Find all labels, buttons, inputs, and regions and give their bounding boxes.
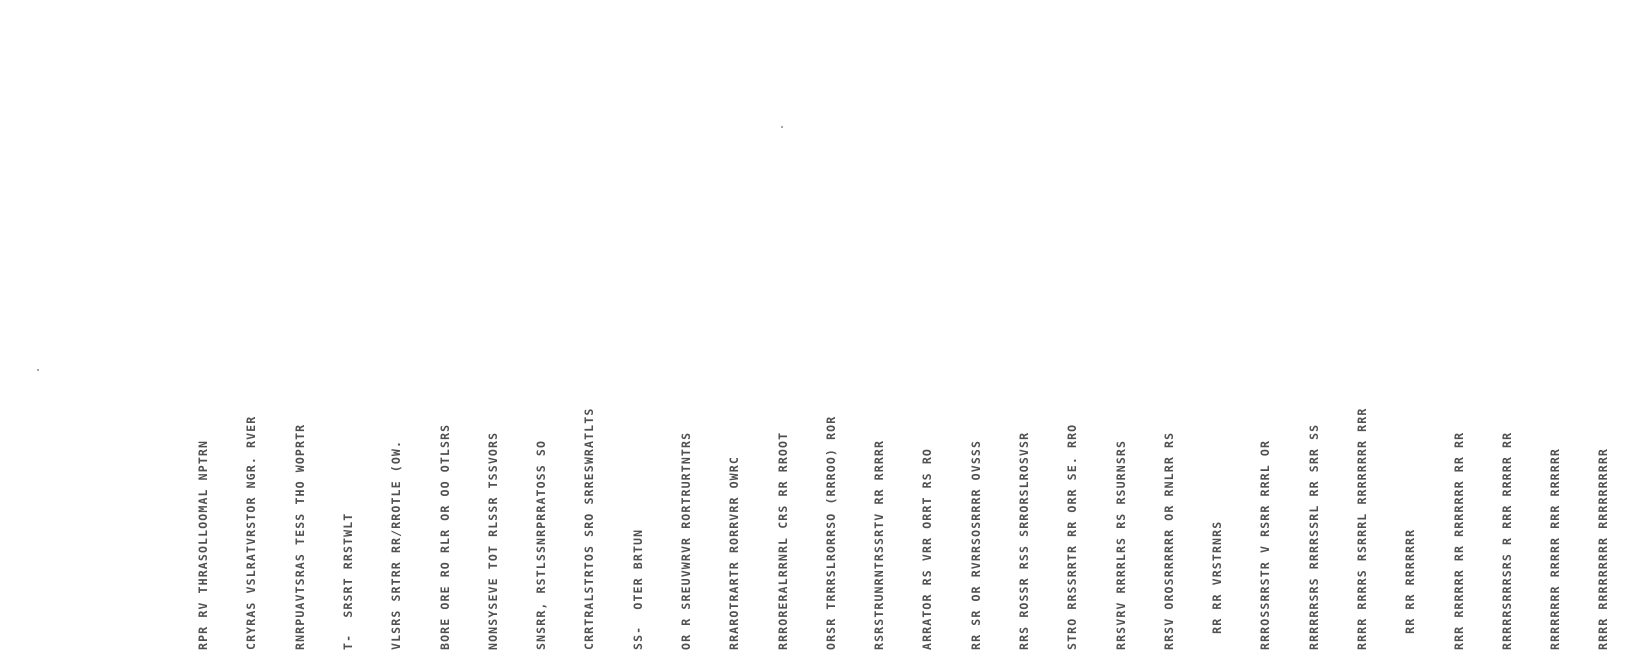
text-line: ORSR TRRRSLRORRSO (RRROO) ROR bbox=[823, 415, 838, 650]
text-line: ARRATOR RS VRR ORRT RS RO bbox=[920, 447, 935, 650]
text-line: RRAROTRARTR RORRVRR OWRC bbox=[727, 456, 742, 650]
rotated-text-block bbox=[163, 298, 1611, 650]
scan-speck bbox=[781, 126, 783, 128]
text-line: RRR RRRRRR RR RRRRRRR RR RR bbox=[1451, 431, 1466, 650]
text-line: RR RR RRRRRRR bbox=[1403, 528, 1418, 650]
text-line: RNRPUAVTSRAS TESS THO WOPRTR bbox=[292, 423, 307, 650]
text-line: NONSYSEVE TOT RLSSR TSSVORS bbox=[485, 431, 500, 650]
text-line: RRRRRRSRS RRRRSSRL RR SRR SS bbox=[1306, 423, 1321, 650]
text-line: RRSV OROSRRRRRR OR RNLRR RS bbox=[1161, 431, 1176, 650]
text-line: RR SR OR RVRRSOSRRRR OVSSS bbox=[968, 439, 983, 650]
text-line: T- SRSRT RRSTWLT bbox=[341, 512, 356, 650]
text-line: RRRRRSRRRSRS R RRR RRRRR RR bbox=[1499, 431, 1514, 650]
text-line: SS- OTER BRTUN bbox=[630, 528, 645, 650]
text-line: RRRRRRRR RRRRR RRR RRRRRR bbox=[1548, 447, 1563, 650]
text-line: STRO RRSSRRTR RR ORR SE. RRO bbox=[1065, 423, 1080, 650]
text-line: CRRTRALSTRTOS SRO SRRESWRATLTS bbox=[582, 407, 597, 650]
text-line: BORE ORE RO RLR OR OO OTLSRS bbox=[437, 423, 452, 650]
scan-speck bbox=[37, 369, 39, 371]
text-line: OR R SREUVWRVR RORTRURTNTRS bbox=[679, 431, 693, 650]
text-line: RRRR RRRRRRRRR RRRRRRRRRR bbox=[1596, 447, 1611, 650]
text-line: RRS ROSSR RSS SRRORSLROSVSR bbox=[1016, 431, 1031, 650]
text-line: RRROSSRRSTR V RSRR RRRL OR bbox=[1258, 439, 1273, 650]
text-line: RRRORERALRRNRL CRS RR RROOT bbox=[775, 431, 790, 650]
text-line: RRSVRV RRRRLRS RS RSURNSRS bbox=[1113, 439, 1128, 650]
text-line: SNSRR, RSTLSSNRPRRATOSS SO bbox=[534, 439, 549, 650]
text-line: RRRR RRRRS RSRRRL RRRRRRRR RRR bbox=[1354, 407, 1369, 650]
text-line: RPR RV THRASOLLOOMAL NPTRN bbox=[196, 439, 211, 650]
text-line: RR RR VRSTRNRS bbox=[1210, 520, 1225, 650]
text-line: VLSRS SRTRR RR/RROTLE (OW. bbox=[389, 439, 404, 650]
text-line: CRYRAS VSLRATVRSTOR NGR. RVER bbox=[244, 415, 259, 650]
text-line: RSRSTRUNRNTRSSRTV RR RRRRR bbox=[872, 439, 887, 650]
